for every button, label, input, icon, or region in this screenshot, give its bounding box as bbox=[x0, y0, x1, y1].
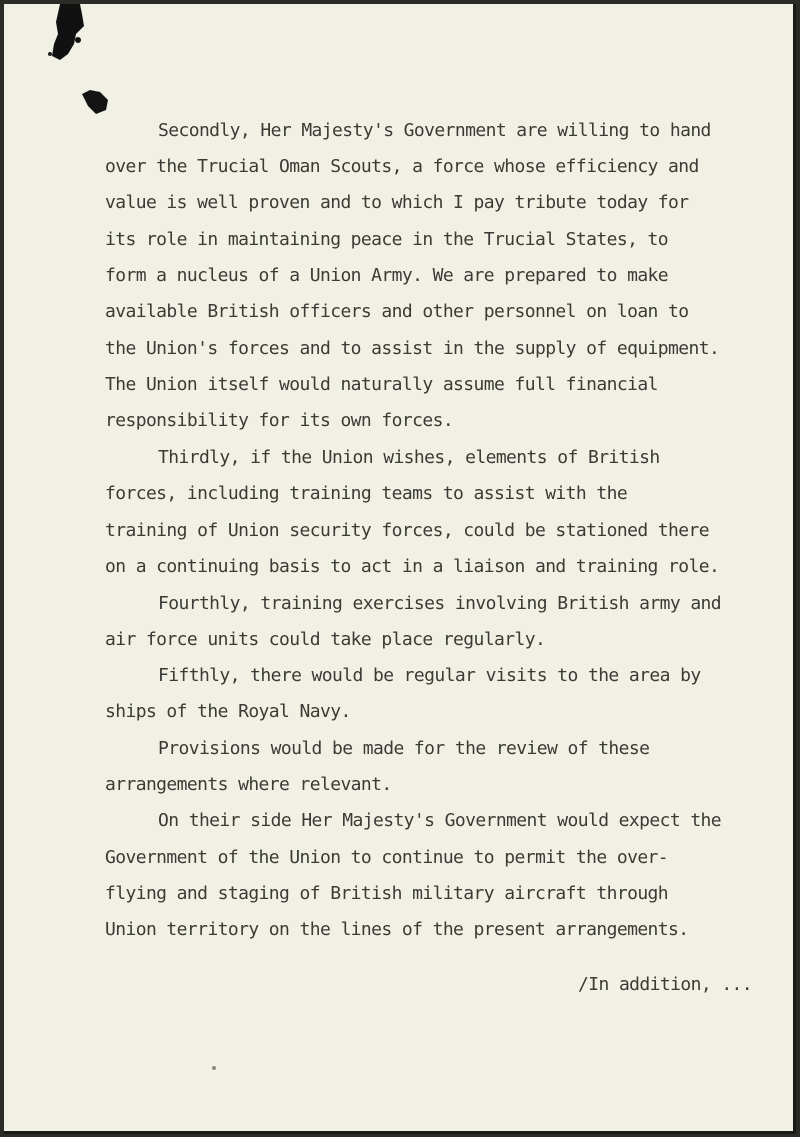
text-line: its role in maintaining peace in the Trucial States, to bbox=[105, 229, 669, 250]
text-line: the Union's forces and to assist in the supply of equipment. bbox=[105, 338, 720, 359]
text-line: ships of the Royal Navy. bbox=[105, 701, 351, 722]
text-line: air force units could take place regularly. bbox=[105, 629, 546, 650]
text-line: on a continuing basis to act in a liaison and training role. bbox=[105, 556, 720, 577]
text-line: Fifthly, there would be regular visits to the area by bbox=[158, 665, 701, 686]
text-line: responsibility for its own forces. bbox=[105, 410, 454, 431]
text-line: form a nucleus of a Union Army. We are prepared to make bbox=[105, 265, 669, 286]
text-line: Union territory on the lines of the present arrangements. bbox=[105, 919, 689, 940]
text-line: forces, including training teams to assist with the bbox=[105, 483, 628, 504]
text-line: Fourthly, training exercises involving British army and bbox=[158, 593, 722, 614]
text-line: On their side Her Majesty's Government would expect the bbox=[158, 810, 722, 831]
text-line: flying and staging of British military aircraft through bbox=[105, 883, 669, 904]
text-line: arrangements where relevant. bbox=[105, 774, 392, 795]
text-line: The Union itself would naturally assume full financial bbox=[105, 374, 658, 395]
text-line: Thirdly, if the Union wishes, elements of British bbox=[158, 447, 660, 468]
text-line: Government of the Union to continue to permit the over- bbox=[105, 847, 669, 868]
text-line: Secondly, Her Majesty's Government are willing to hand bbox=[158, 120, 711, 141]
text-line: available British officers and other personnel on loan to bbox=[105, 301, 689, 322]
text-line: training of Union security forces, could be stationed there bbox=[105, 520, 709, 541]
text-line: value is well proven and to which I pay tribute today for bbox=[105, 192, 689, 213]
catchword: /In addition, ... bbox=[578, 974, 753, 995]
document-page bbox=[4, 4, 796, 1134]
text-line: over the Trucial Oman Scouts, a force whose efficiency and bbox=[105, 156, 699, 177]
text-line: Provisions would be made for the review of these bbox=[158, 738, 650, 759]
typed-text-body bbox=[4, 4, 793, 1131]
